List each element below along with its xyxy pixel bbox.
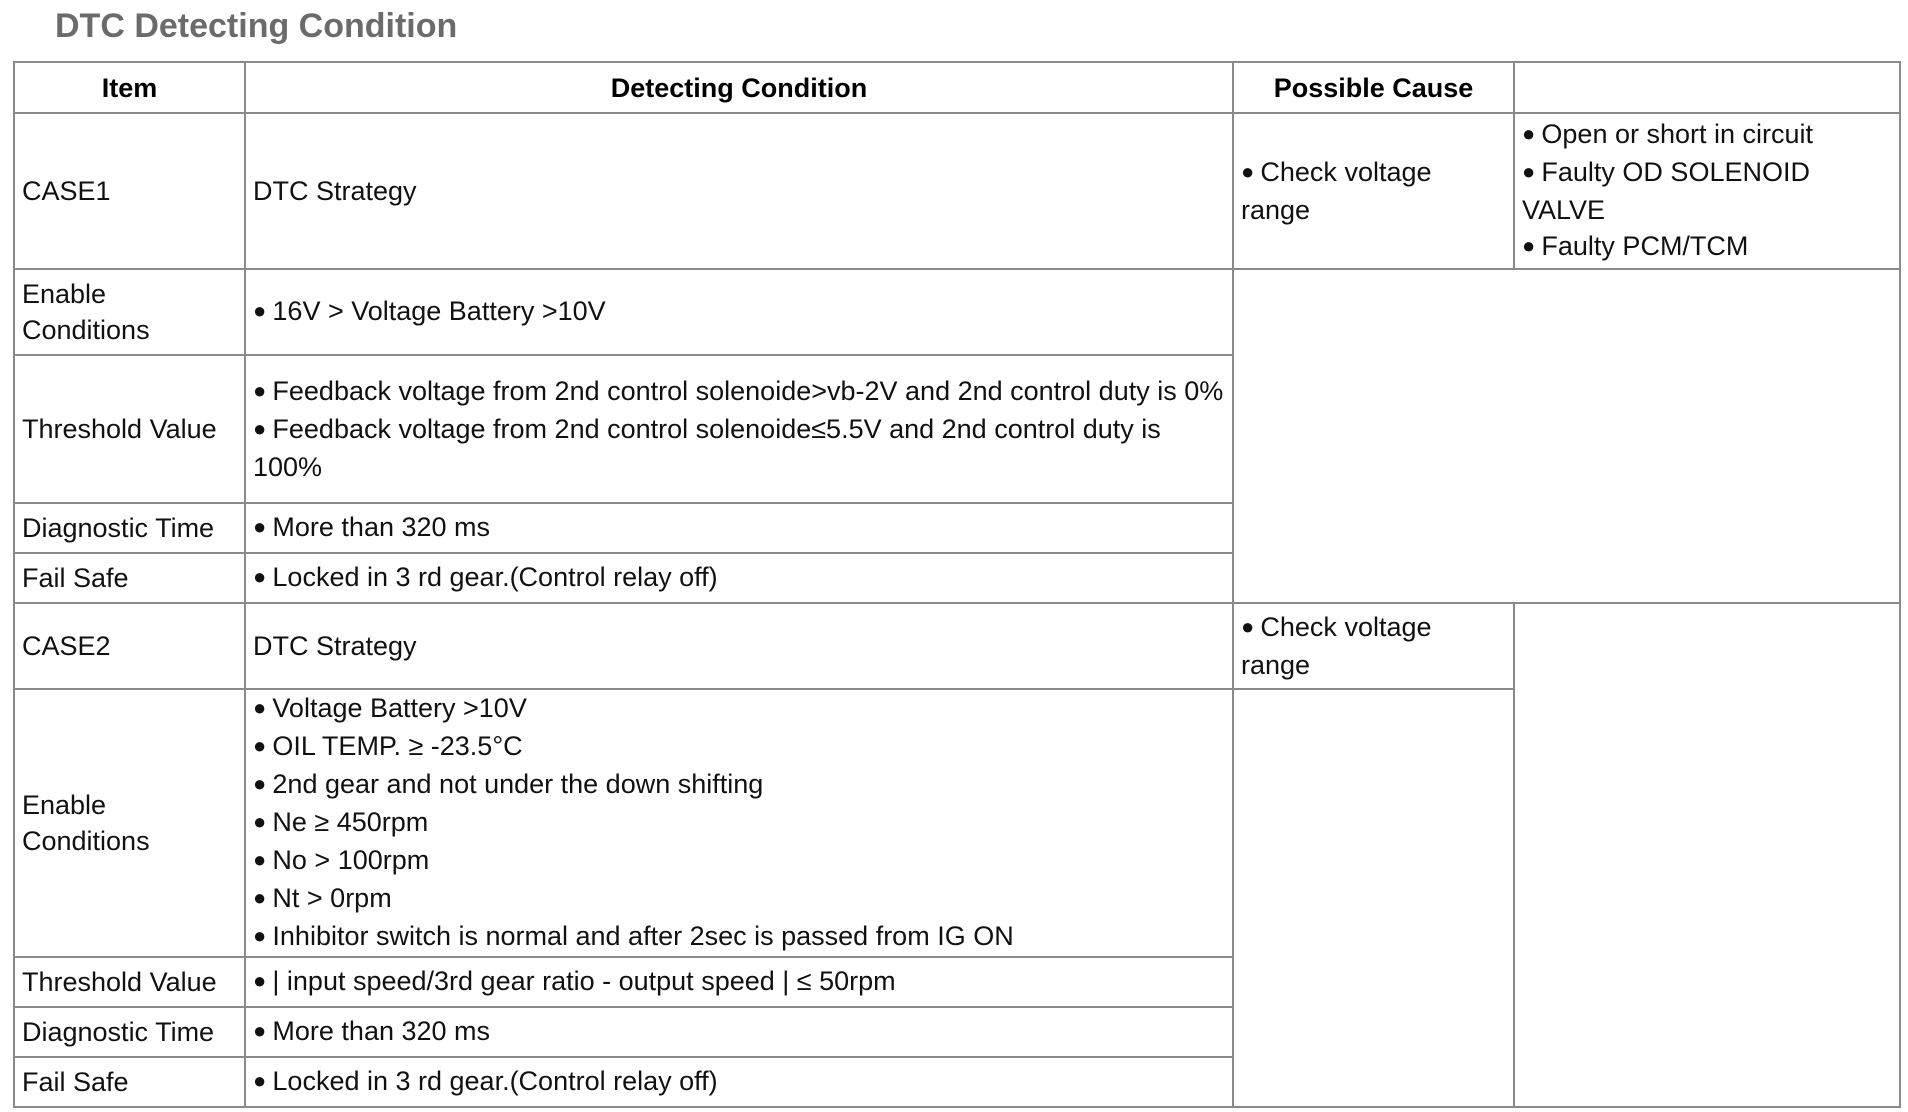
case2-enable-7: ● Inhibitor switch is normal and after 2sec is passed from IG ON bbox=[253, 918, 1225, 956]
header-extra bbox=[1514, 62, 1900, 113]
case2-enable-value bbox=[245, 689, 1233, 957]
case1-threshold-label: Threshold Value bbox=[14, 355, 245, 503]
case1-enable-1: ● 16V > Voltage Battery >10V bbox=[253, 293, 1225, 331]
case1-check bbox=[1233, 113, 1514, 269]
case1-causes bbox=[1514, 113, 1900, 269]
header-possible-cause: Possible Cause bbox=[1233, 62, 1514, 113]
case1-row bbox=[14, 113, 1900, 269]
case2-diag-text: ● More than 320 ms bbox=[253, 1016, 490, 1046]
case2-threshold-value bbox=[245, 957, 1233, 1007]
case2-check bbox=[1233, 603, 1514, 689]
case1-cause-1: ● Open or short in circuit bbox=[1522, 116, 1892, 154]
case1-cause-3: ● Faulty PCM/TCM bbox=[1522, 228, 1892, 266]
case1-diag-value bbox=[245, 503, 1233, 553]
case1-failsafe-value bbox=[245, 553, 1233, 603]
case2-enable-6: ● Nt > 0rpm bbox=[253, 880, 1225, 918]
case2-diag-label: Diagnostic Time bbox=[14, 1007, 245, 1057]
case2-check-text: ● Check voltage range bbox=[1241, 612, 1432, 680]
case2-enable-1: ● Voltage Battery >10V bbox=[253, 690, 1225, 728]
case2-blank-right bbox=[1514, 603, 1900, 1107]
case2-failsafe-label: Fail Safe bbox=[14, 1057, 245, 1107]
case2-enable-2: ● OIL TEMP. ≥ -23.5°C bbox=[253, 728, 1225, 766]
case2-enable-3: ● 2nd gear and not under the down shifting bbox=[253, 766, 1225, 804]
header-row bbox=[14, 62, 1900, 113]
case2-diag-value bbox=[245, 1007, 1233, 1057]
case2-enable-5: ● No > 100rpm bbox=[253, 842, 1225, 880]
case1-threshold-1: ● Feedback voltage from 2nd control solenoide>vb-2V and 2nd control duty is 0% bbox=[253, 373, 1225, 411]
case2-threshold-text: ● | input speed/3rd gear ratio - output speed | ≤ 50rpm bbox=[253, 966, 896, 996]
case2-item: CASE2 bbox=[14, 603, 245, 689]
dtc-table bbox=[13, 61, 1901, 1108]
case1-strategy: DTC Strategy bbox=[245, 113, 1233, 269]
case1-enable-label: Enable Conditions bbox=[14, 269, 245, 355]
case1-diag-text: ● More than 320 ms bbox=[253, 512, 490, 542]
case2-blank-cause bbox=[1233, 689, 1514, 1107]
page-title: DTC Detecting Condition bbox=[55, 7, 458, 45]
case2-threshold-label: Threshold Value bbox=[14, 957, 245, 1007]
header-detecting-condition: Detecting Condition bbox=[245, 62, 1233, 113]
case2-failsafe-text: ● Locked in 3 rd gear.(Control relay off) bbox=[253, 1066, 718, 1096]
case1-check-text: ● Check voltage range bbox=[1241, 157, 1432, 225]
case2-enable-label: Enable Conditions bbox=[14, 689, 245, 957]
case2-failsafe-value bbox=[245, 1057, 1233, 1107]
header-item: Item bbox=[14, 62, 245, 113]
case2-enable-4: ● Ne ≥ 450rpm bbox=[253, 804, 1225, 842]
case1-item: CASE1 bbox=[14, 113, 245, 269]
case1-failsafe-label: Fail Safe bbox=[14, 553, 245, 603]
case2-row bbox=[14, 603, 1900, 689]
case1-failsafe-text: ● Locked in 3 rd gear.(Control relay off) bbox=[253, 562, 718, 592]
case1-cause-2: ● Faulty OD SOLENOID VALVE bbox=[1522, 154, 1892, 228]
case1-diag-label: Diagnostic Time bbox=[14, 503, 245, 553]
case1-threshold-2: ● Feedback voltage from 2nd control solenoide≤5.5V and 2nd control duty is 100% bbox=[253, 411, 1225, 485]
case1-threshold-value bbox=[245, 355, 1233, 503]
case1-blank-area bbox=[1233, 269, 1900, 603]
case1-enable-row bbox=[14, 269, 1900, 355]
case1-enable-value bbox=[245, 269, 1233, 355]
case2-strategy: DTC Strategy bbox=[245, 603, 1233, 689]
